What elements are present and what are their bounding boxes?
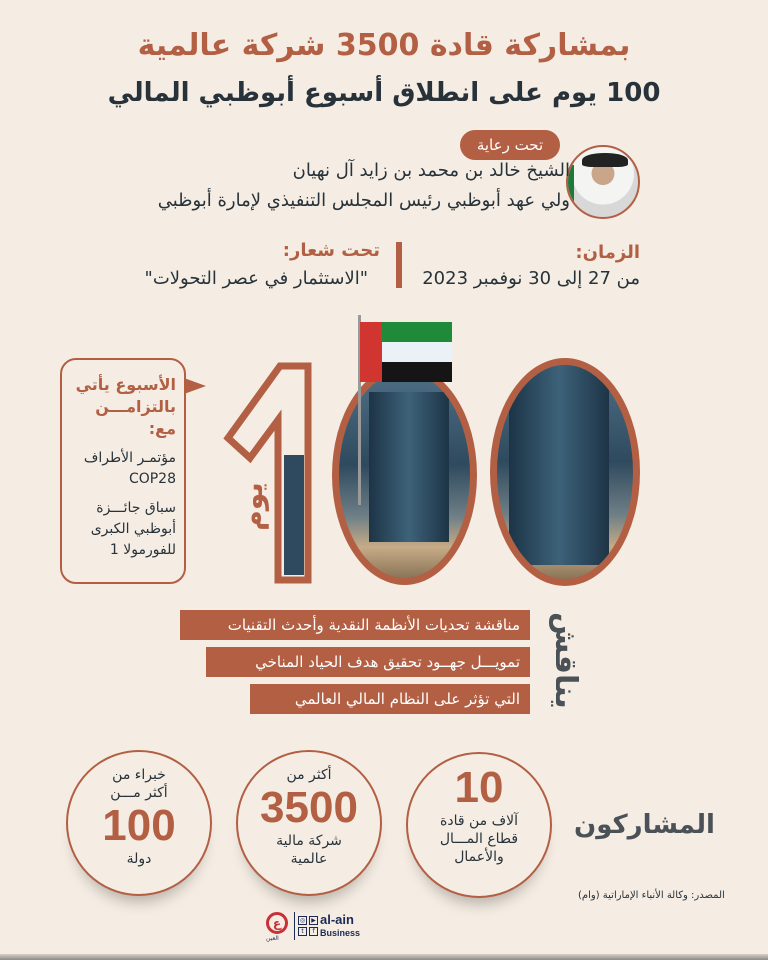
callout-item-f1: سباق جائـــزة أبوظبي الكبرى للفورمولا 1 — [90, 500, 176, 558]
al-ain-logo-icon: ع — [266, 912, 288, 934]
slogan-value: "الاستثمار في عصر التحولات" — [144, 268, 368, 289]
source-credit: المصدر: وكالة الأنباء الإماراتية (وام) — [578, 890, 725, 901]
slogan-label: تحت شعار: — [282, 240, 380, 261]
patron-role: ولي عهد أبوظبي رئيس المجلس التنفيذي لإمارة أبوظبي — [157, 190, 570, 211]
patron-badge: تحت رعاية — [460, 130, 560, 160]
twitter-icon: t — [298, 927, 307, 936]
goal-item: التي تؤثر على النظام المالي العالمي — [250, 684, 530, 714]
stat-number: 100 — [102, 801, 176, 850]
zero-building-1 — [332, 365, 477, 585]
instagram-icon: ◎ — [299, 917, 306, 924]
social-icons — [298, 916, 318, 936]
callout-title-2: بالتزامـــن مع: — [95, 397, 176, 438]
bottom-edge — [0, 954, 768, 960]
info-divider — [396, 242, 402, 288]
goal-item: مناقشة تحديات الأنظمة النقدية وأحدث التقنيات — [180, 610, 530, 640]
hero-100-graphic — [200, 310, 650, 600]
patron-avatar — [566, 145, 640, 219]
facebook-icon: f — [309, 927, 318, 936]
stat-number: 10 — [454, 763, 504, 812]
callout-title-1: الأسبوع يأتي — [75, 375, 176, 394]
callout-pointer — [184, 378, 206, 394]
patron-name: الشيخ خالد بن محمد بن زايد آل نهيان — [292, 160, 570, 181]
stat-circle-leaders: 10 آلاف من قادة قطاع المـــال والأعمال — [406, 752, 552, 898]
digit-one-outline — [220, 360, 315, 585]
uae-flag-icon — [360, 322, 452, 382]
goals-label: يناقش — [548, 612, 583, 709]
youtube-icon: ▶ — [309, 916, 318, 925]
stat-circle-companies: أكثر من 3500 شركة مالية عالمية — [236, 750, 382, 896]
stat-circle-countries: خبراء من أكثر مـــن 100 دولة — [66, 750, 212, 896]
date-label: الزمان: — [575, 242, 640, 263]
callout-item-cop28: مؤتمـر الأطراف COP28 — [83, 450, 176, 487]
al-ain-business-logo: ع العين ◎ ▶ t f al-ain Business — [266, 912, 361, 942]
participants-label: المشاركون — [574, 810, 715, 840]
goal-item: تمويـــل جهــود تحقيق هدف الحياد المناخي — [206, 647, 530, 677]
zero-building-2 — [490, 358, 640, 586]
date-value: من 27 إلى 30 نوفمبر 2023 — [422, 268, 640, 289]
logo-divider — [294, 912, 295, 940]
concurrent-events-callout — [60, 358, 186, 584]
headline: بمشاركة قادة 3500 شركة عالمية — [137, 28, 631, 63]
hero-unit: يوم — [235, 482, 269, 531]
stat-number: 3500 — [260, 783, 358, 832]
sub-headline: 100 يوم على انطلاق أسبوع أبوظبي المالي — [107, 78, 661, 108]
headdress-shape — [582, 153, 628, 167]
